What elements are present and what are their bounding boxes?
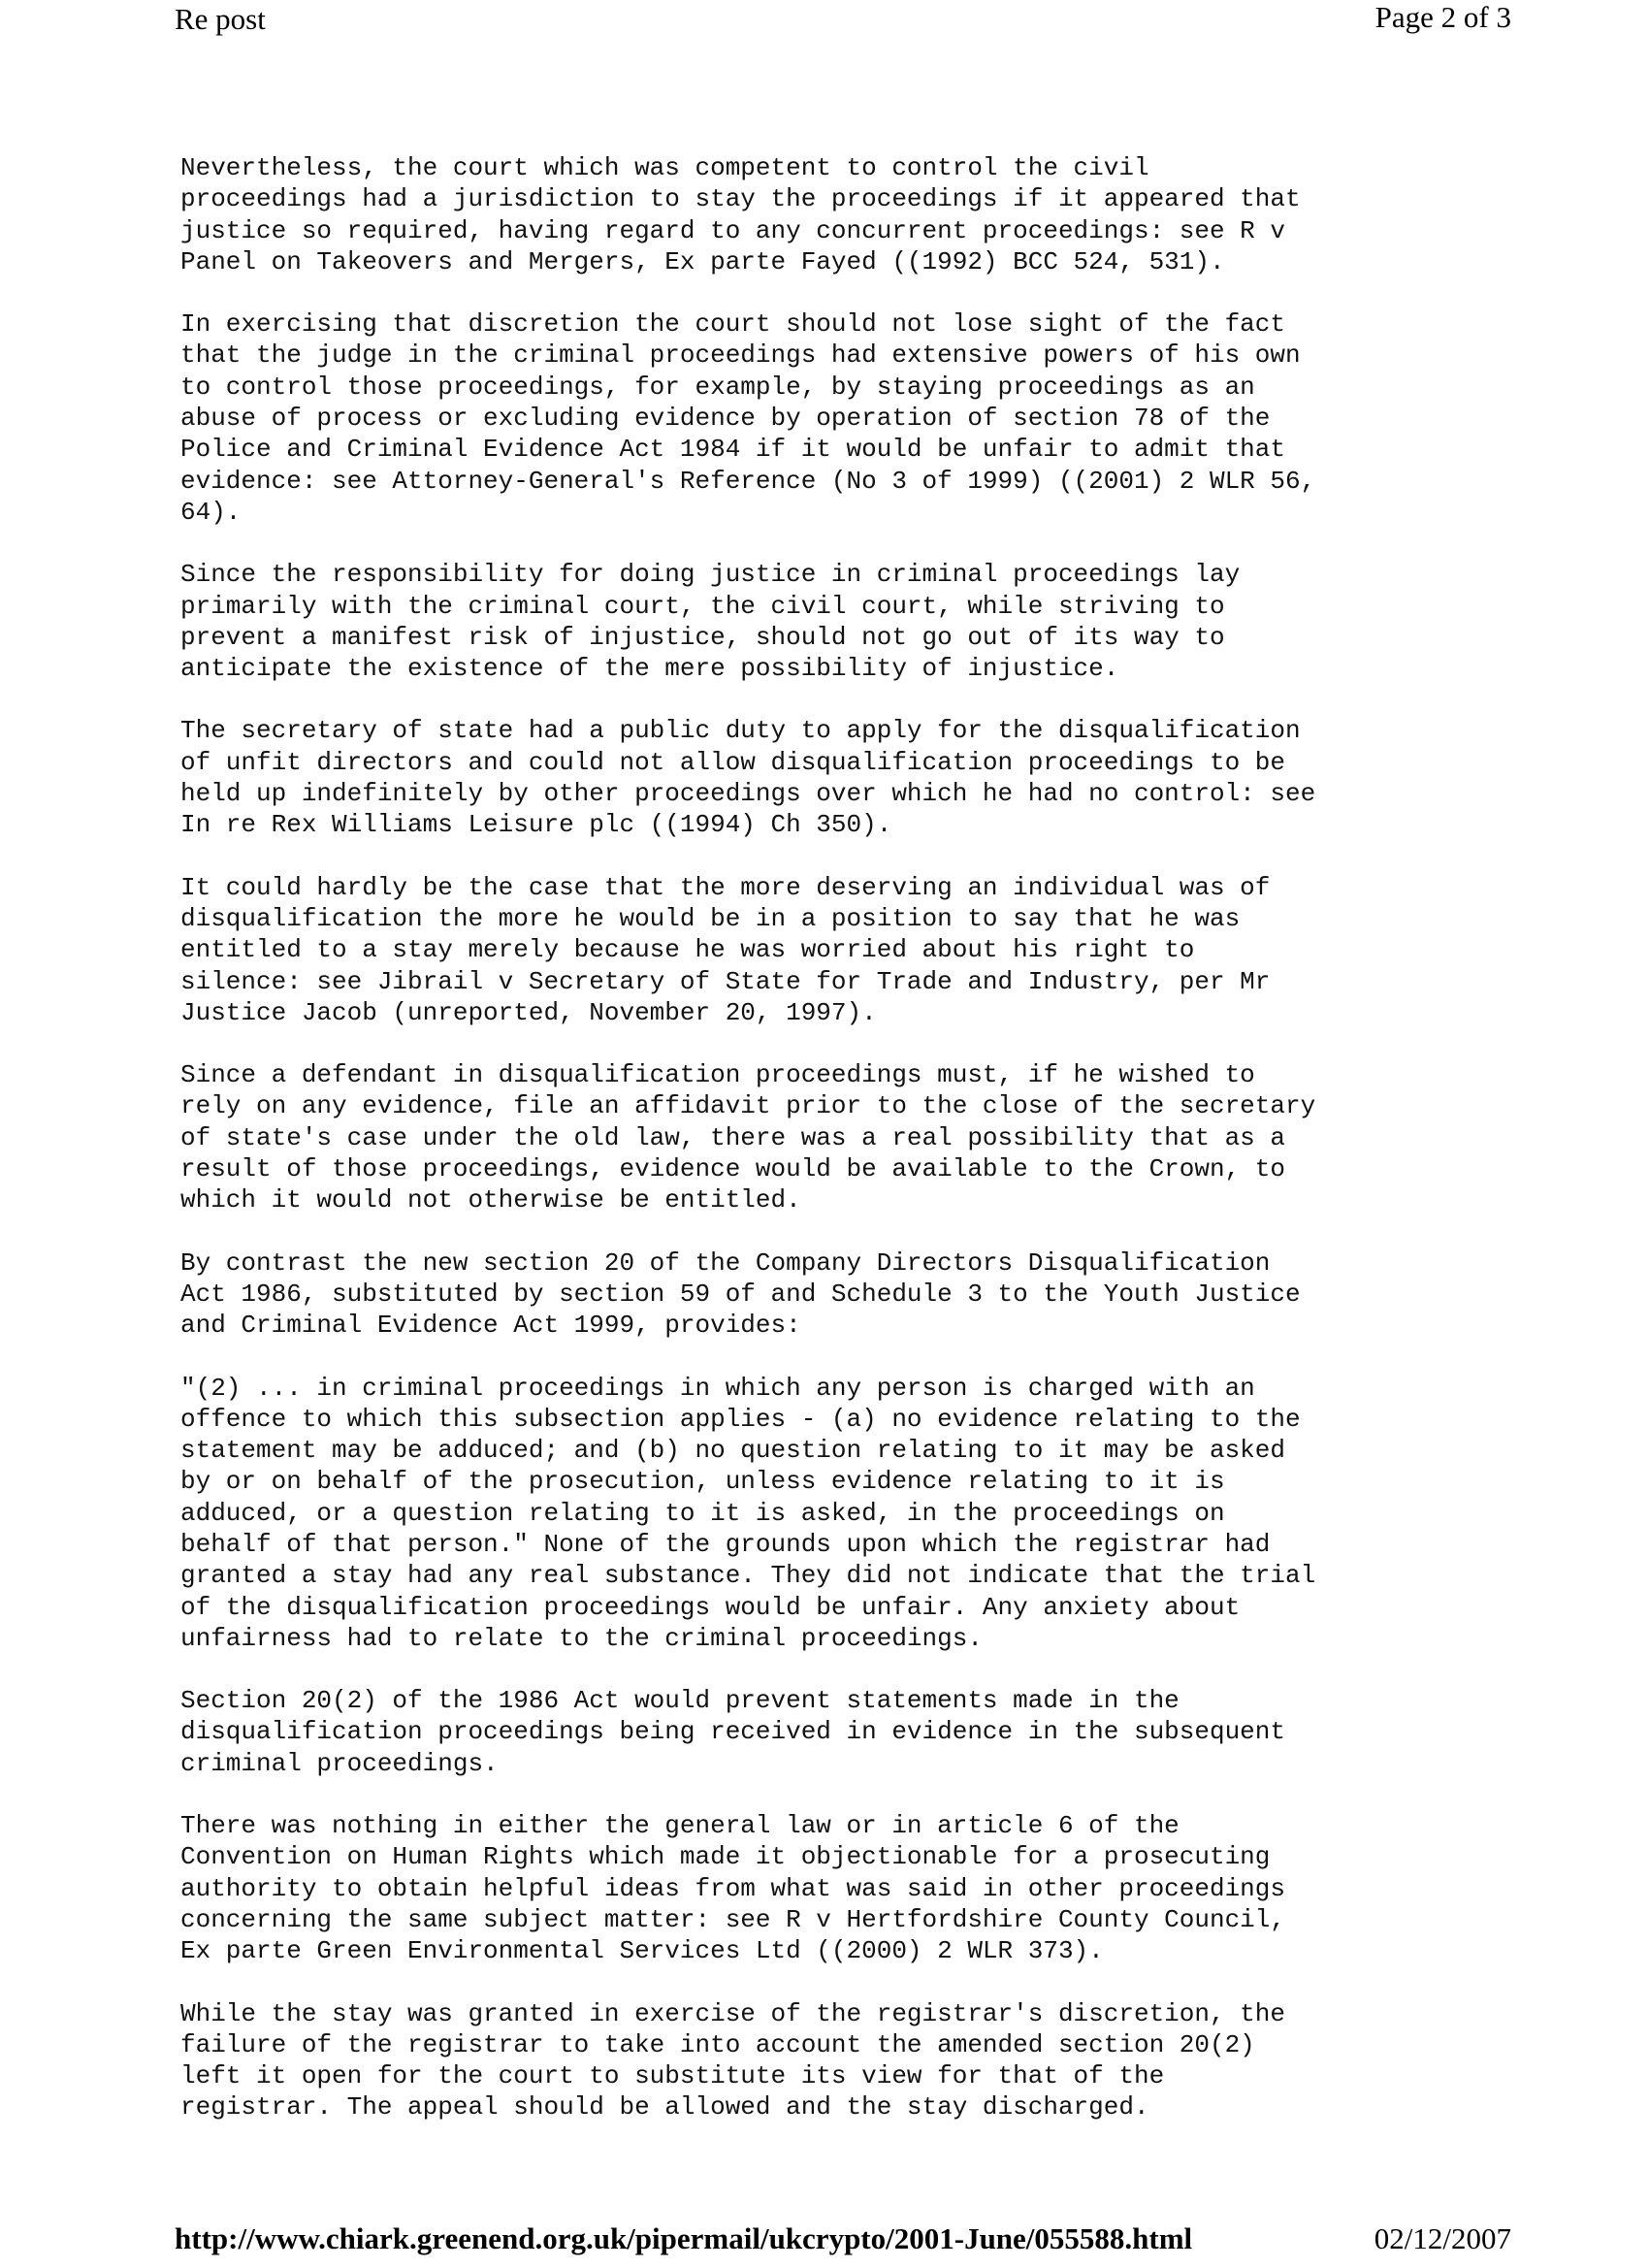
page-footer-date: 02/12/2007 <box>1374 2221 1511 2255</box>
paragraph-6: Since a defendant in disqualification proceedings must, if he wished to rely on any evidence, file an affidavit prior to the close of the secretary of state's case under the old law, there was a real possibility that as a result of those proceedings, evidence would be available to the Crown, to which it would not otherwise be entitled. <box>180 1060 1316 1215</box>
paragraph-10: There was nothing in either the general law or in article 6 of the Convention on Human Rights which made it objectionable for a prosecuting authority to obtain helpful ideas from what was said in other proceedings concerning the same subject matter: see R v Hertfordshire County Council, Ex parte Green Environmental Services Ltd ((2000) 2 WLR 373). <box>180 1811 1285 1966</box>
page-header-title: Re post <box>175 2 266 36</box>
paragraph-9: Section 20(2) of the 1986 Act would prevent statements made in the disqualification proceedings being received in evidence in the subsequent criminal proceedings. <box>180 1686 1285 1778</box>
page-footer-url: http://www.chiark.greenend.org.uk/pipermail/ukcrypto/2001-June/055588.html <box>175 2221 1193 2255</box>
paragraph-3: Since the responsibility for doing justice in criminal proceedings lay primarily with the criminal court, the civil court, while striving to prevent a manifest risk of injustice, should not go out of its way to anticipate the existence of the mere possibility of injustice. <box>180 560 1241 684</box>
paragraph-7: By contrast the new section 20 of the Company Directors Disqualification Act 1986, substituted by section 59 of and Schedule 3 to the Youth Justice and Criminal Evidence Act 1999, provides: <box>180 1247 1301 1341</box>
paragraph-11: While the stay was granted in exercise of the registrar's discretion, the failure of the registrar to take into account the amended section 20(2) left it open for the court to substitute its view for that of the registrar. The appeal should be allowed and the stay discharged. <box>180 1998 1285 2122</box>
document-body <box>180 152 1441 2155</box>
paragraph-4: The secretary of state had a public duty to apply for the disqualification of unfit directors and could not allow disqualification proceedings to be held up indefinitely by other proceedings over which he had no control: see In re Rex Williams Leisure plc ((1994) Ch 350). <box>180 716 1316 840</box>
paragraph-2: In exercising that discretion the court should not lose sight of the fact that the judge in the criminal proceedings had extensive powers of his own to control those proceedings, for example, by staying proceedings as an abuse of process or excluding evidence by operation of section 78 of the Police and Criminal Evidence Act 1984 if it would be unfair to admit that evidence: see Attorney-General's Reference (No 3 of 1999) ((2001) 2 WLR 56, 64). <box>180 309 1316 527</box>
paragraph-5: It could hardly be the case that the more deserving an individual was of disqualification the more he would be in a position to say that he was entitled to a stay merely because he was worried about his right to silence: see Jibrail v Secretary of State for Trade and Industry, per Mr Justice Jacob (unreported, November 20, 1997). <box>180 872 1271 1027</box>
page-number: Page 2 of 3 <box>1374 0 1511 34</box>
paragraph-1: Nevertheless, the court which was competent to control the civil proceedings had a jurisdiction to stay the proceedings if it appeared that justice so required, having regard to any concurrent proceedings: see R v Panel on Takeovers and Mergers, Ex parte Fayed ((1992) BCC 524, 531). <box>180 153 1301 276</box>
paragraph-8-quotation: "(2) ... in criminal proceedings in which any person is charged with an offence to which this subsection applies - (a) no evidence relating to the statement may be adduced; and (b) no question relating to it may be asked by or on behalf of the prosecution, unless evidence relating to it is adduced, or a question relating to it is asked, in the proceedings on behalf of that person." None of the grounds upon which the registrar had granted a stay had any real substance. They did not indicate that the trial of the disqualification proceedings would be unfair. Any anxiety about unfairness had to relate to the criminal proceedings. <box>180 1373 1316 1653</box>
